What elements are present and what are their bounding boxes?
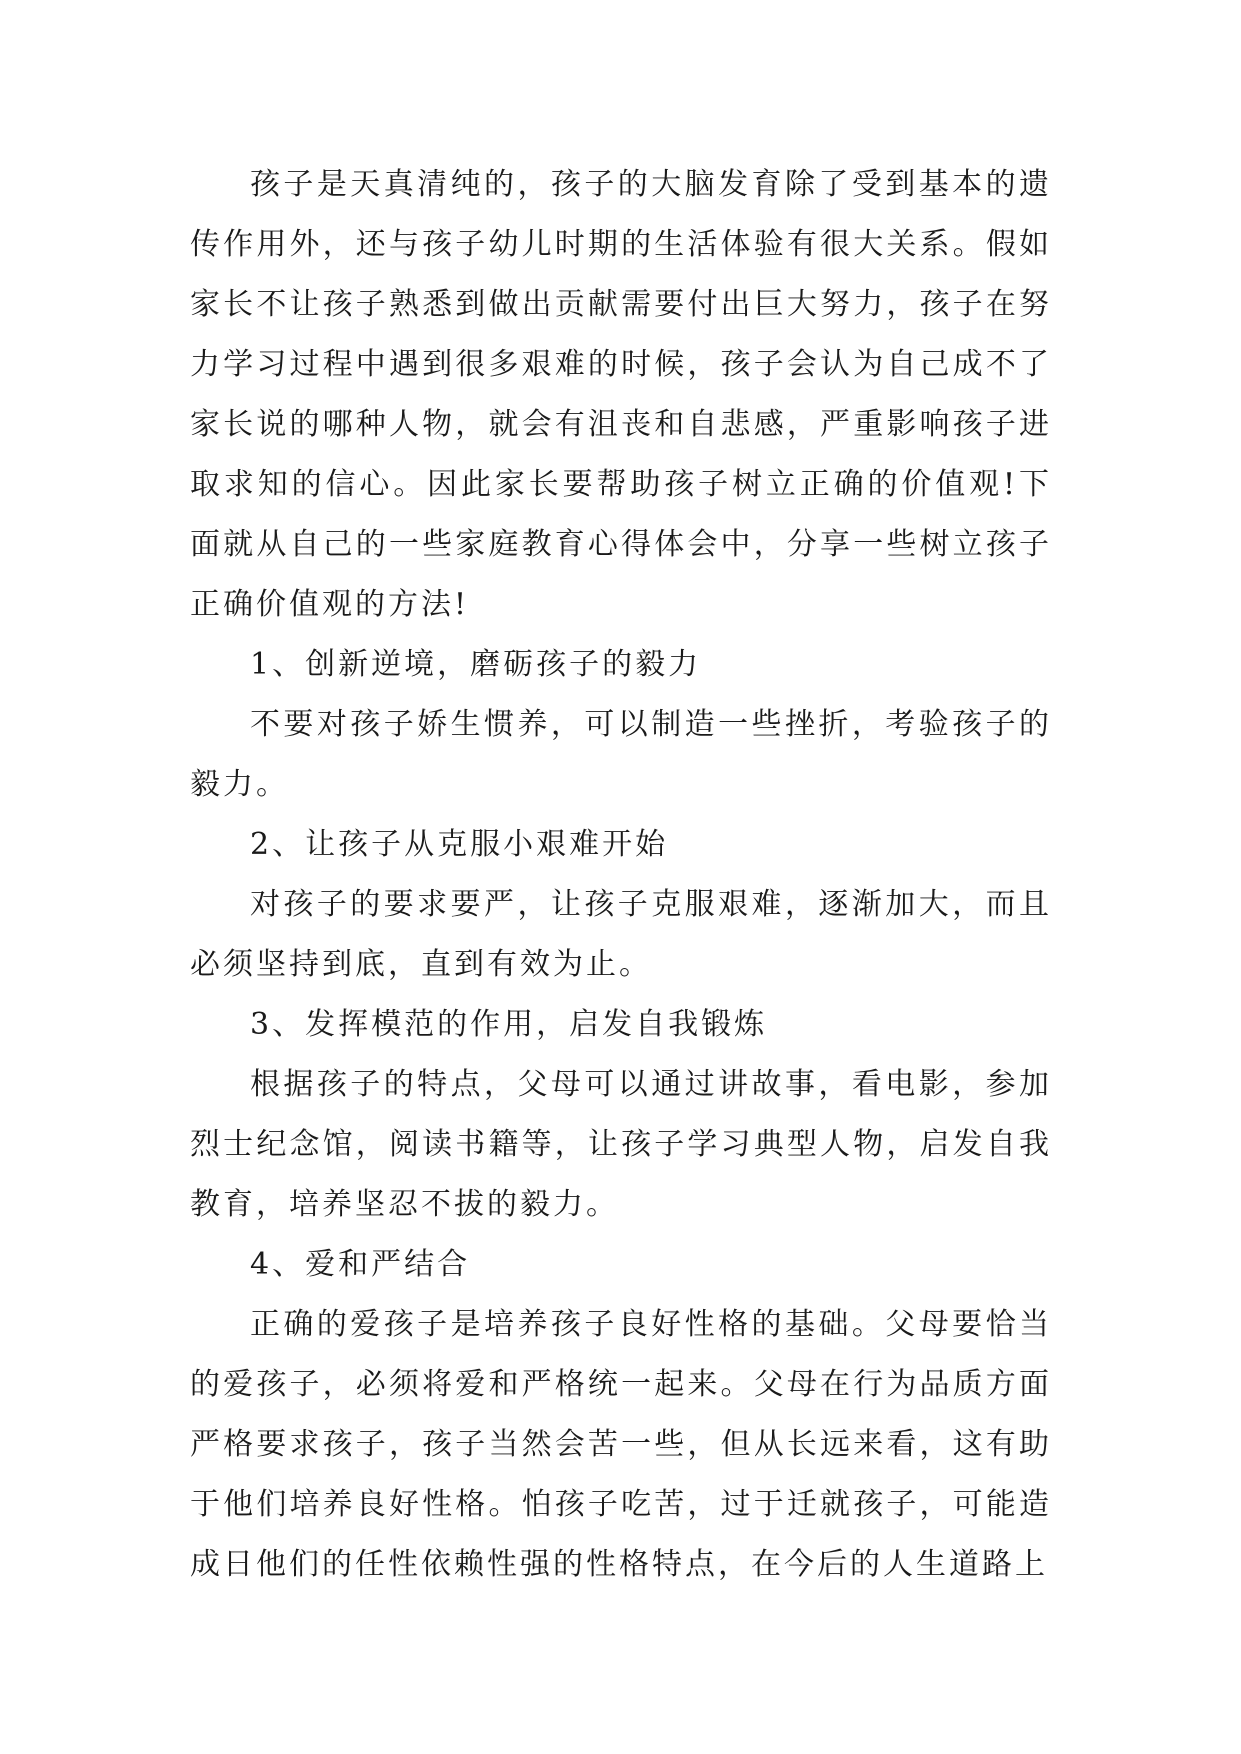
section-paragraph-4: 正确的爱孩子是培养孩子良好性格的基础。父母要恰当的爱孩子，必须将爱和严格统一起来。父母在行为品质方面严格要求孩子，孩子当然会苦一些，但从长远来看，这有助于他们培养良好性格。怕孩子吃苦，过于迁就孩子，可能造成日他们的任性依赖性强的性格特点，在今后的人生道路上 bbox=[190, 1307, 1052, 1582]
section-paragraph-3: 根据孩子的特点，父母可以通过讲故事，看电影，参加烈士纪念馆，阅读书籍等，让孩子学习典型人物，启发自我教育，培养坚忍不拔的毅力。 bbox=[190, 1067, 1052, 1222]
intro-paragraph: 孩子是天真清纯的，孩子的大脑发育除了受到基本的遗传作用外，还与孩子幼儿时期的生活体验有很大关系。假如家长不让孩子熟悉到做出贡献需要付出巨大努力，孩子在努力学习过程中遇到很多艰难的时候，孩子会认为自己成不了家长说的哪种人物，就会有沮丧和自悲感，严重影响孩子进取求知的信心。因此家长要帮助孩子树立正确的价值观!下面就从自己的一些家庭教育心得体会中，分享一些树立孩子正确价值观的方法! bbox=[190, 167, 1052, 622]
section-paragraph-1: 不要对孩子娇生惯养，可以制造一些挫折，考验孩子的毅力。 bbox=[190, 707, 1052, 802]
section-heading-2: 2、让孩子从克服小艰难开始 bbox=[250, 827, 669, 862]
section-paragraph-2: 对孩子的要求要严，让孩子克服艰难，逐渐加大，而且必须坚持到底，直到有效为止。 bbox=[190, 887, 1052, 982]
document-body bbox=[190, 155, 1052, 1595]
section-heading-1: 1、创新逆境，磨砺孩子的毅力 bbox=[250, 647, 702, 682]
section-heading-3: 3、发挥模范的作用，启发自我锻炼 bbox=[250, 1007, 768, 1042]
section-heading-4: 4、爱和严结合 bbox=[250, 1247, 471, 1282]
